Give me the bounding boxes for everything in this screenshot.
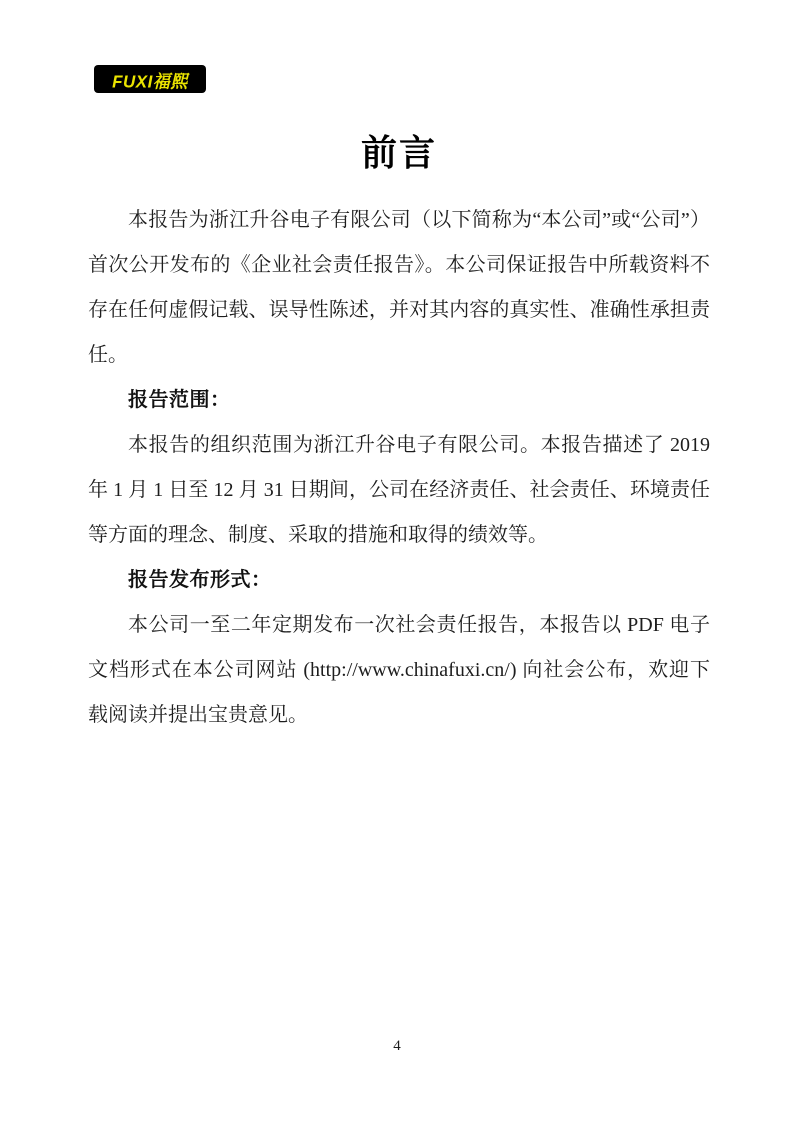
fuxi-logo	[94, 65, 206, 93]
paragraph-report-scope: 本报告的组织范围为浙江升谷电子有限公司。本报告描述了 2019 年 1 月 1 日至 12 月 31 日期间，公司在经济责任、社会责任、环境责任等方面的理念、制度、采取的措施和取得的绩效等。	[88, 434, 710, 546]
document-body	[88, 198, 710, 738]
fuxi-logo-text: FUXI福熙	[112, 71, 188, 92]
heading-release-format: 报告发布形式：	[128, 569, 272, 591]
page-title: 前言	[360, 133, 437, 173]
heading-report-scope: 报告范围：	[128, 389, 231, 411]
paragraph-intro: 本报告为浙江升谷电子有限公司（以下简称为“本公司”或“公司”）首次公开发布的《企业社会责任报告》。本公司保证报告中所载资料不存在任何虚假记载、误导性陈述，并对其内容的真实性、准确性承担责任。	[88, 209, 710, 366]
page-number: 4	[393, 1038, 401, 1054]
paragraph-release-format: 本公司一至二年定期发布一次社会责任报告，本报告以 PDF 电子文档形式在本公司网站 (http://www.chinafuxi.cn/) 向社会公布，欢迎下载阅读并提出宝贵意见。	[88, 614, 710, 726]
